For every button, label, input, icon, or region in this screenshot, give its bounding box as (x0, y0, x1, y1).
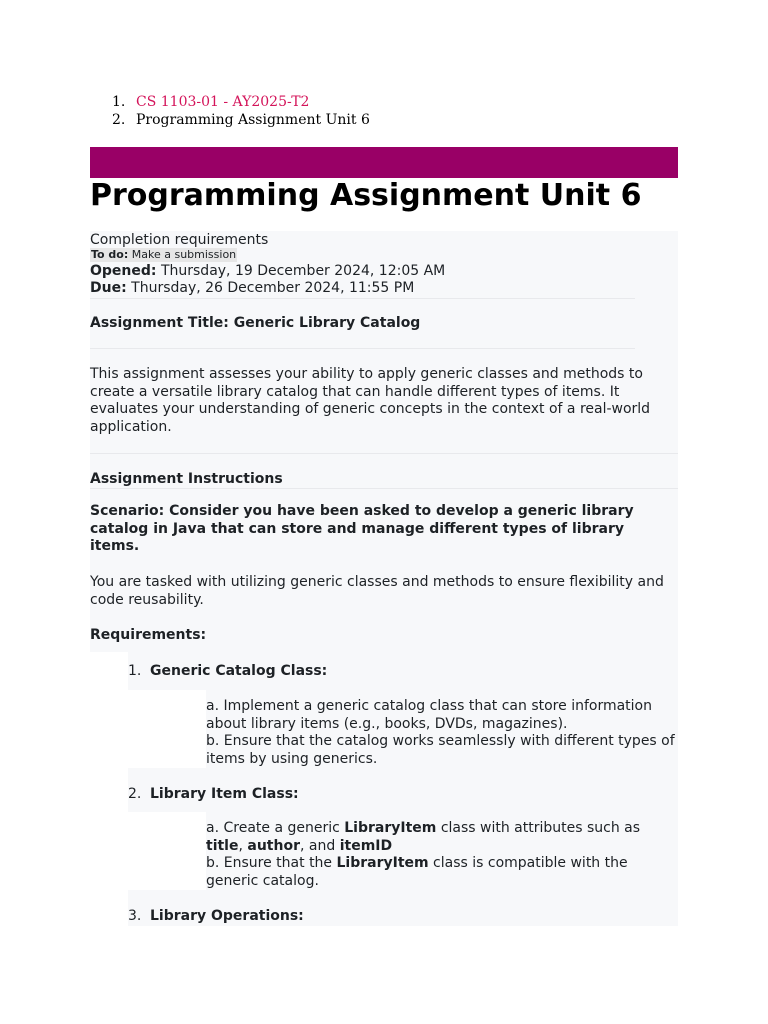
breadcrumb-course-link[interactable]: CS 1103-01 - AY2025-T2 (136, 94, 310, 110)
requirement-title: Generic Catalog Class: (150, 663, 328, 679)
list-number: 1. (128, 663, 142, 679)
text-run: class with attributes such as (436, 820, 641, 836)
requirement-2-a (206, 820, 646, 855)
class-name: LibraryItem (344, 820, 437, 836)
page-header-banner (90, 147, 678, 178)
completion-heading: Completion requirements (90, 232, 269, 248)
breadcrumb-current: Programming Assignment Unit 6 (136, 112, 370, 128)
divider (90, 348, 635, 349)
todo-badge (90, 248, 237, 262)
list-number: 3. (128, 908, 142, 924)
divider (90, 298, 635, 299)
list-number: 2. (128, 786, 142, 802)
attribute-itemid: itemID (339, 837, 393, 854)
divider (90, 453, 678, 454)
breadcrumb-number: 1. (112, 94, 126, 110)
text-run: a. Create a generic (206, 820, 345, 836)
opened-date (90, 263, 445, 280)
text-run: class is compatible with the generic catalog. (206, 855, 628, 889)
requirement-title: Library Item Class: (150, 786, 299, 802)
requirement-1-b: b. Ensure that the catalog works seamlessly with different types of items by using generics. (206, 733, 675, 767)
todo-label: To do: (91, 248, 129, 261)
due-date (90, 280, 445, 297)
requirement-1-a: a. Implement a generic catalog class that can store information about library items (e.g., books, DVDs, magazines). (206, 698, 652, 732)
dates-block (90, 263, 445, 297)
divider (90, 488, 678, 489)
breadcrumb-item-current (112, 111, 370, 129)
opened-value: Thursday, 19 December 2024, 12:05 AM (160, 263, 446, 279)
todo-value: Make a submission (131, 248, 237, 261)
tasked-text: You are tasked with utilizing generic classes and methods to ensure flexibility and code reusability. (90, 574, 664, 608)
due-value: Thursday, 26 December 2024, 11:55 PM (131, 280, 415, 296)
assignment-title: Assignment Title: Generic Library Catalog (90, 315, 421, 331)
breadcrumb (112, 93, 370, 129)
requirement-title: Library Operations: (150, 908, 304, 924)
text-run: , and (300, 837, 340, 854)
text-run: , (238, 837, 248, 854)
scenario-text: Scenario: Consider you have been asked to develop a generic library catalog in Java that can store and manage different types of library items. (90, 503, 634, 554)
indent-gap (128, 690, 206, 768)
opened-label: Opened: (90, 263, 157, 279)
text-run: b. Ensure that the (206, 855, 337, 871)
requirement-2-b (206, 855, 678, 890)
requirements-heading: Requirements: (90, 627, 207, 643)
instructions-heading: Assignment Instructions (90, 471, 283, 487)
assignment-intro: This assignment assesses your ability to apply generic classes and methods to create a versatile library catalog that can handle different types of items. It evaluates your understanding of generic concepts in the context of a real-world application. (90, 366, 651, 435)
attribute-title: title (206, 837, 239, 854)
attribute-author: author (247, 837, 300, 854)
due-label: Due: (90, 280, 127, 296)
breadcrumb-number: 2. (112, 112, 126, 128)
indent-gap (128, 812, 206, 890)
class-name: LibraryItem (336, 855, 429, 871)
page-title: Programming Assignment Unit 6 (90, 178, 642, 213)
breadcrumb-item-course[interactable] (112, 93, 370, 111)
indent-gap (90, 652, 128, 926)
